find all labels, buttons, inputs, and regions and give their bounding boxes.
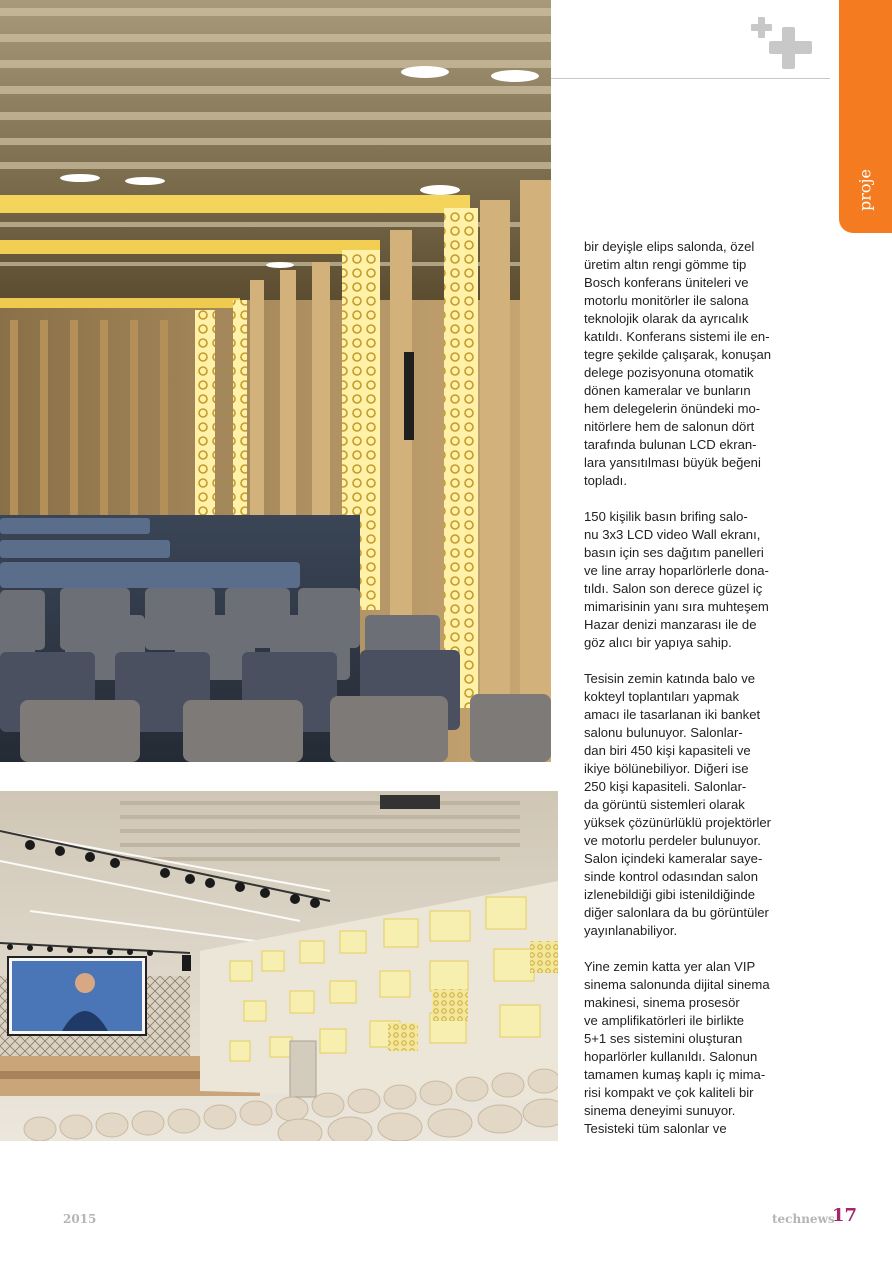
article-line: bir deyişle elips salonda, özel [584,239,755,254]
article-line: nu 3x3 LCD video Wall ekranı, [584,527,761,542]
article-line: tıldı. Salon son derece güzel iç [584,581,763,596]
article-line: da görüntü sistemleri olarak [584,797,745,812]
article-line: göz alıcı bir yapıya sahip. [584,635,732,650]
article-line: izlenebildiği gibi istenildiğinde [584,887,756,902]
article-line: ve motorlu perdeler bulunuyor. [584,833,761,848]
article-line: Bosch konferans üniteleri ve [584,275,749,290]
article-line: delege pozisyonuna otomatik [584,365,754,380]
article-line: nitörlere hem de salonun dört [584,419,755,434]
conference-hall-photo [0,0,551,762]
article-line: makinesi, sinema prosesör [584,995,740,1010]
article-line: Salon içindeki kameralar saye- [584,851,763,866]
article-line: tamamen kumaş kaplı iç mima- [584,1067,766,1082]
article-line: lara yansıtılması büyük beğeni [584,455,761,470]
article-line: dönen kameralar ve bunların [584,383,751,398]
article-line: Hazar denizi manzarası ile de [584,617,757,632]
article-line: salonu bulunuyor. Salonlar- [584,725,743,740]
article-line: 150 kişilik basın brifing salo- [584,509,748,524]
article-line: ve line array hoparlörlerle dona- [584,563,769,578]
page-number: 17 [832,1205,858,1226]
article-line: dan biri 450 kişi kapasiteli ve [584,743,751,758]
article-line: yüksek çözünürlüklü projektörler [584,815,772,830]
article-line: basın için ses dağıtım panelleri [584,545,764,560]
header-divider [551,78,830,79]
plus-decoration-icon [750,17,814,71]
article-line: kokteyl toplantıları yapmak [584,689,740,704]
article-line: diğer salonlara da bu görüntüler [584,905,769,920]
article-line: ikiye bölünebiliyor. Diğeri ise [584,761,749,776]
article-paragraph [584,670,804,940]
article-line: yayınlanabiliyor. [584,923,678,938]
article-line: risi kompakt ve çok kaliteli bir [584,1085,754,1100]
article-line: Tesisteki tüm salonlar ve [584,1121,727,1136]
article-paragraph [584,958,804,1138]
article-line: Tesisin zemin katında balo ve [584,671,756,686]
article-line: 250 kişi kapasiteli. Salonlar- [584,779,747,794]
article-line: sinema salonunda dijital sinema [584,977,770,992]
article-paragraph [584,508,804,652]
article-line: topladı. [584,473,627,488]
section-tab-label: proje [855,169,875,211]
article-line: katıldı. Konferans sistemi ile en- [584,329,770,344]
article-line: motorlu monitörler ile salona [584,293,749,308]
footer-brand: technews [772,1212,835,1226]
article-line: sinde kontrol odasından salon [584,869,758,884]
article-line: üretim altın rengi gömme tip [584,257,747,272]
article-line: hoparlörler kullanıldı. Salonun [584,1049,758,1064]
footer-year: 2015 [63,1212,97,1226]
article-line: Yine zemin katta yer alan VIP [584,959,756,974]
article-line: ve amplifikatörleri ile birlikte [584,1013,745,1028]
article-line: tarafında bulunan LCD ekran- [584,437,757,452]
article-line: sinema deneyimi sunuyor. [584,1103,736,1118]
article-line: hem delegelerin önündeki mo- [584,401,761,416]
article-line: amacı ile tasarlanan iki banket [584,707,761,722]
article-line: tegre şekilde çalışarak, konuşan [584,347,772,362]
article-body [584,238,804,1156]
article-paragraph [584,238,804,490]
article-line: mimarisinin yanı sıra muhteşem [584,599,769,614]
article-line: 5+1 ses sistemini oluşturan [584,1031,743,1046]
banquet-hall-photo [0,791,558,1141]
article-line: teknolojik olarak da ayrıcalık [584,311,749,326]
